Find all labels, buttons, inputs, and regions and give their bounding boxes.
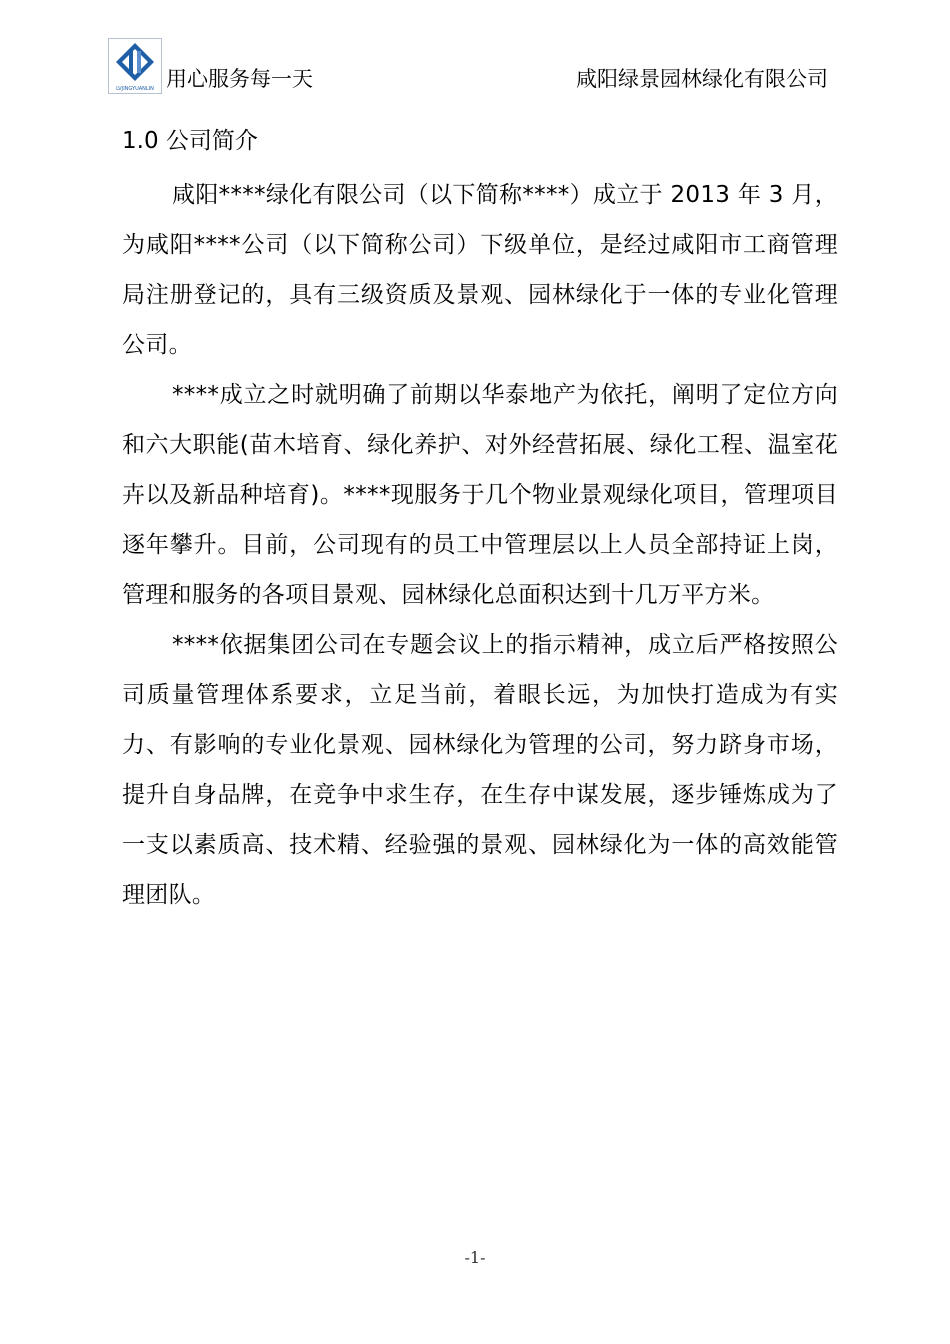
page-header	[108, 38, 832, 96]
page-number: -1-	[464, 1248, 486, 1267]
paragraph-development: ****依据集团公司在专题会议上的指示精神，成立后严格按照公司质量管理体系要求，立足当前，着眼长远，为加快打造成为有实力、有影响的专业化景观、园林绿化为管理的公司，努力跻身市场，提升自身品牌，在竞争中求生存，在生存中谋发展，逐步锤炼成为了一支以素质高、技术精、经验强的景观、园林绿化为一体的高效能管理团队。	[122, 632, 838, 908]
paragraph-functions: ****成立之时就明确了前期以华泰地产为依托，阐明了定位方向和六大职能(苗木培育、绿化养护、对外经营拓展、绿化工程、温室花卉以及新品种培育)。****现服务于几个物业景观绿化项目，管理项目逐年攀升。目前，公司现有的员工中管理层以上人员全部持证上岗，管理和服务的各项目景观、园林绿化总面积达到十几万平方米。	[122, 382, 838, 608]
header-slogan: 用心服务每一天	[166, 67, 313, 91]
company-logo	[108, 38, 162, 94]
paragraph-intro: 咸阳****绿化有限公司（以下简称****）成立于 2013 年 3 月，为咸阳****公司（以下简称公司）下级单位，是经过咸阳市工商管理局注册登记的，具有三级资质及景观、园林绿化于一体的专业化管理公司。	[122, 182, 838, 358]
logo-caption: LVJINGYUANLIN	[116, 86, 154, 92]
header-company-name: 咸阳绿景园林绿化有限公司	[576, 67, 828, 91]
company-logo-icon	[109, 39, 161, 93]
section-heading: 1.0 公司简介	[122, 128, 258, 154]
document-body	[122, 120, 838, 920]
